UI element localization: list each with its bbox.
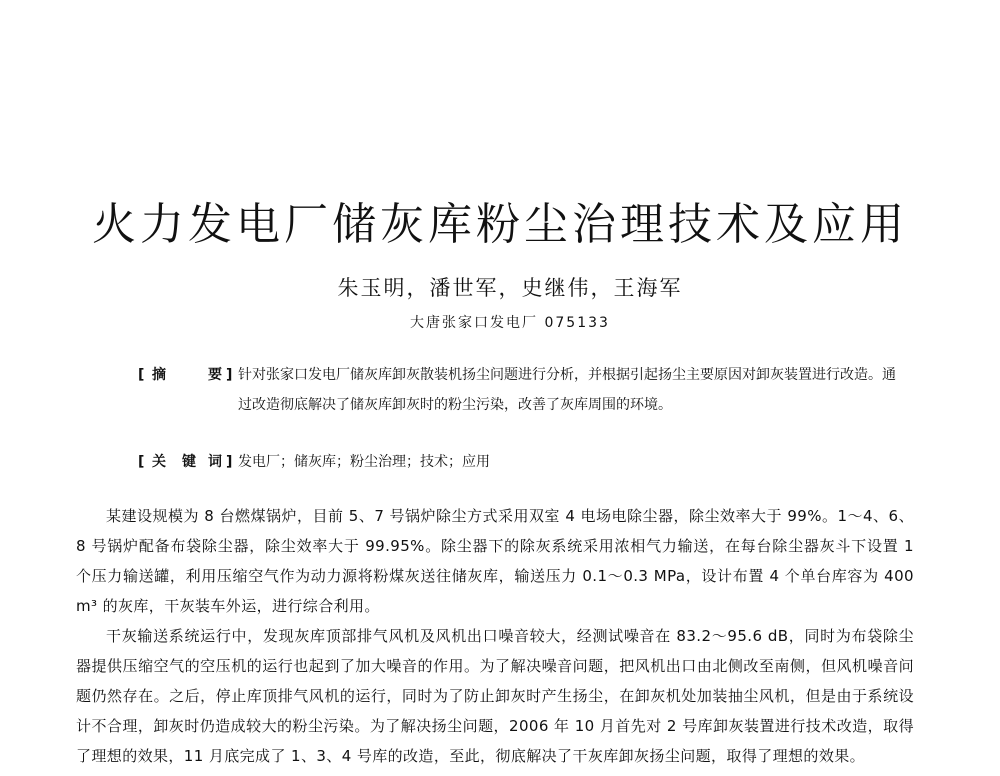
keywords-block: [ 关 键 词 ] 发电厂；储灰库；粉尘治理；技术；应用	[138, 447, 898, 477]
body-text	[76, 501, 914, 771]
abstract-text: 针对张家口发电厂储灰库卸灰散装机扬尘问题进行分析，并根据引起扬尘主要原因对卸灰装置进行改造。通过改造彻底解决了储灰库卸灰时的粉尘污染，改善了灰库周围的环境。	[238, 367, 896, 413]
paper-title: 火力发电厂储灰库粉尘治理技术及应用	[92, 199, 908, 250]
abstract-block: [ 摘 要 ] 针对张家口发电厂储灰库卸灰散装机扬尘问题进行分析，并根据引起扬尘主要原因对卸灰装置进行改造。通过改造彻底解决了储灰库卸灰时的粉尘污染，改善了灰库周围的环境。	[138, 360, 898, 420]
body-paragraph-2: 干灰输送系统运行中，发现灰库顶部排气风机及风机出口噪音较大，经测试噪音在 83.2～95.6 dB，同时为布袋除尘器提供压缩空气的空压机的运行也起到了加大噪音的作用。为了解决噪音问题，把风机出口由北侧改至南侧，但风机噪音问题仍然存在。之后，停止库顶排气风机的运行，同时为了防止卸灰时产生扬尘，在卸灰机处加装抽尘风机，但是由于系统设计不合理，卸灰时仍造成较大的粉尘污染。为了解决扬尘问题，2006 年 10 月首先对 2 号库卸灰装置进行技术改造，取得了理想的效果，11 月底完成了 1、3、4 号库的改造，至此，彻底解决了干灰库卸灰扬尘问题，取得了理想的效果。	[76, 627, 914, 765]
author-list: 朱玉明，潘世军，史继伟，王海军	[337, 276, 683, 300]
body-paragraph-1: 某建设规模为 8 台燃煤锅炉，目前 5、7 号锅炉除尘方式采用双室 4 电场电除尘器，除尘效率大于 99%。1～4、6、8 号锅炉配备布袋除尘器，除尘效率大于 99.95%。除尘器下的除灰系统采用浓相气力输送，在每台除尘器灰斗下设置 1 个压力输送罐，利用压缩空气作为动力源将粉煤灰送往储灰库，输送压力 0.1～0.3 MPa，设计布置 4 个单台库容为 400 m³ 的灰库，干灰装车外运，进行综合利用。	[76, 507, 914, 615]
keywords-text: 发电厂；储灰库；粉尘治理；技术；应用	[238, 454, 490, 470]
affiliation: 大唐张家口发电厂 075133	[410, 315, 610, 331]
